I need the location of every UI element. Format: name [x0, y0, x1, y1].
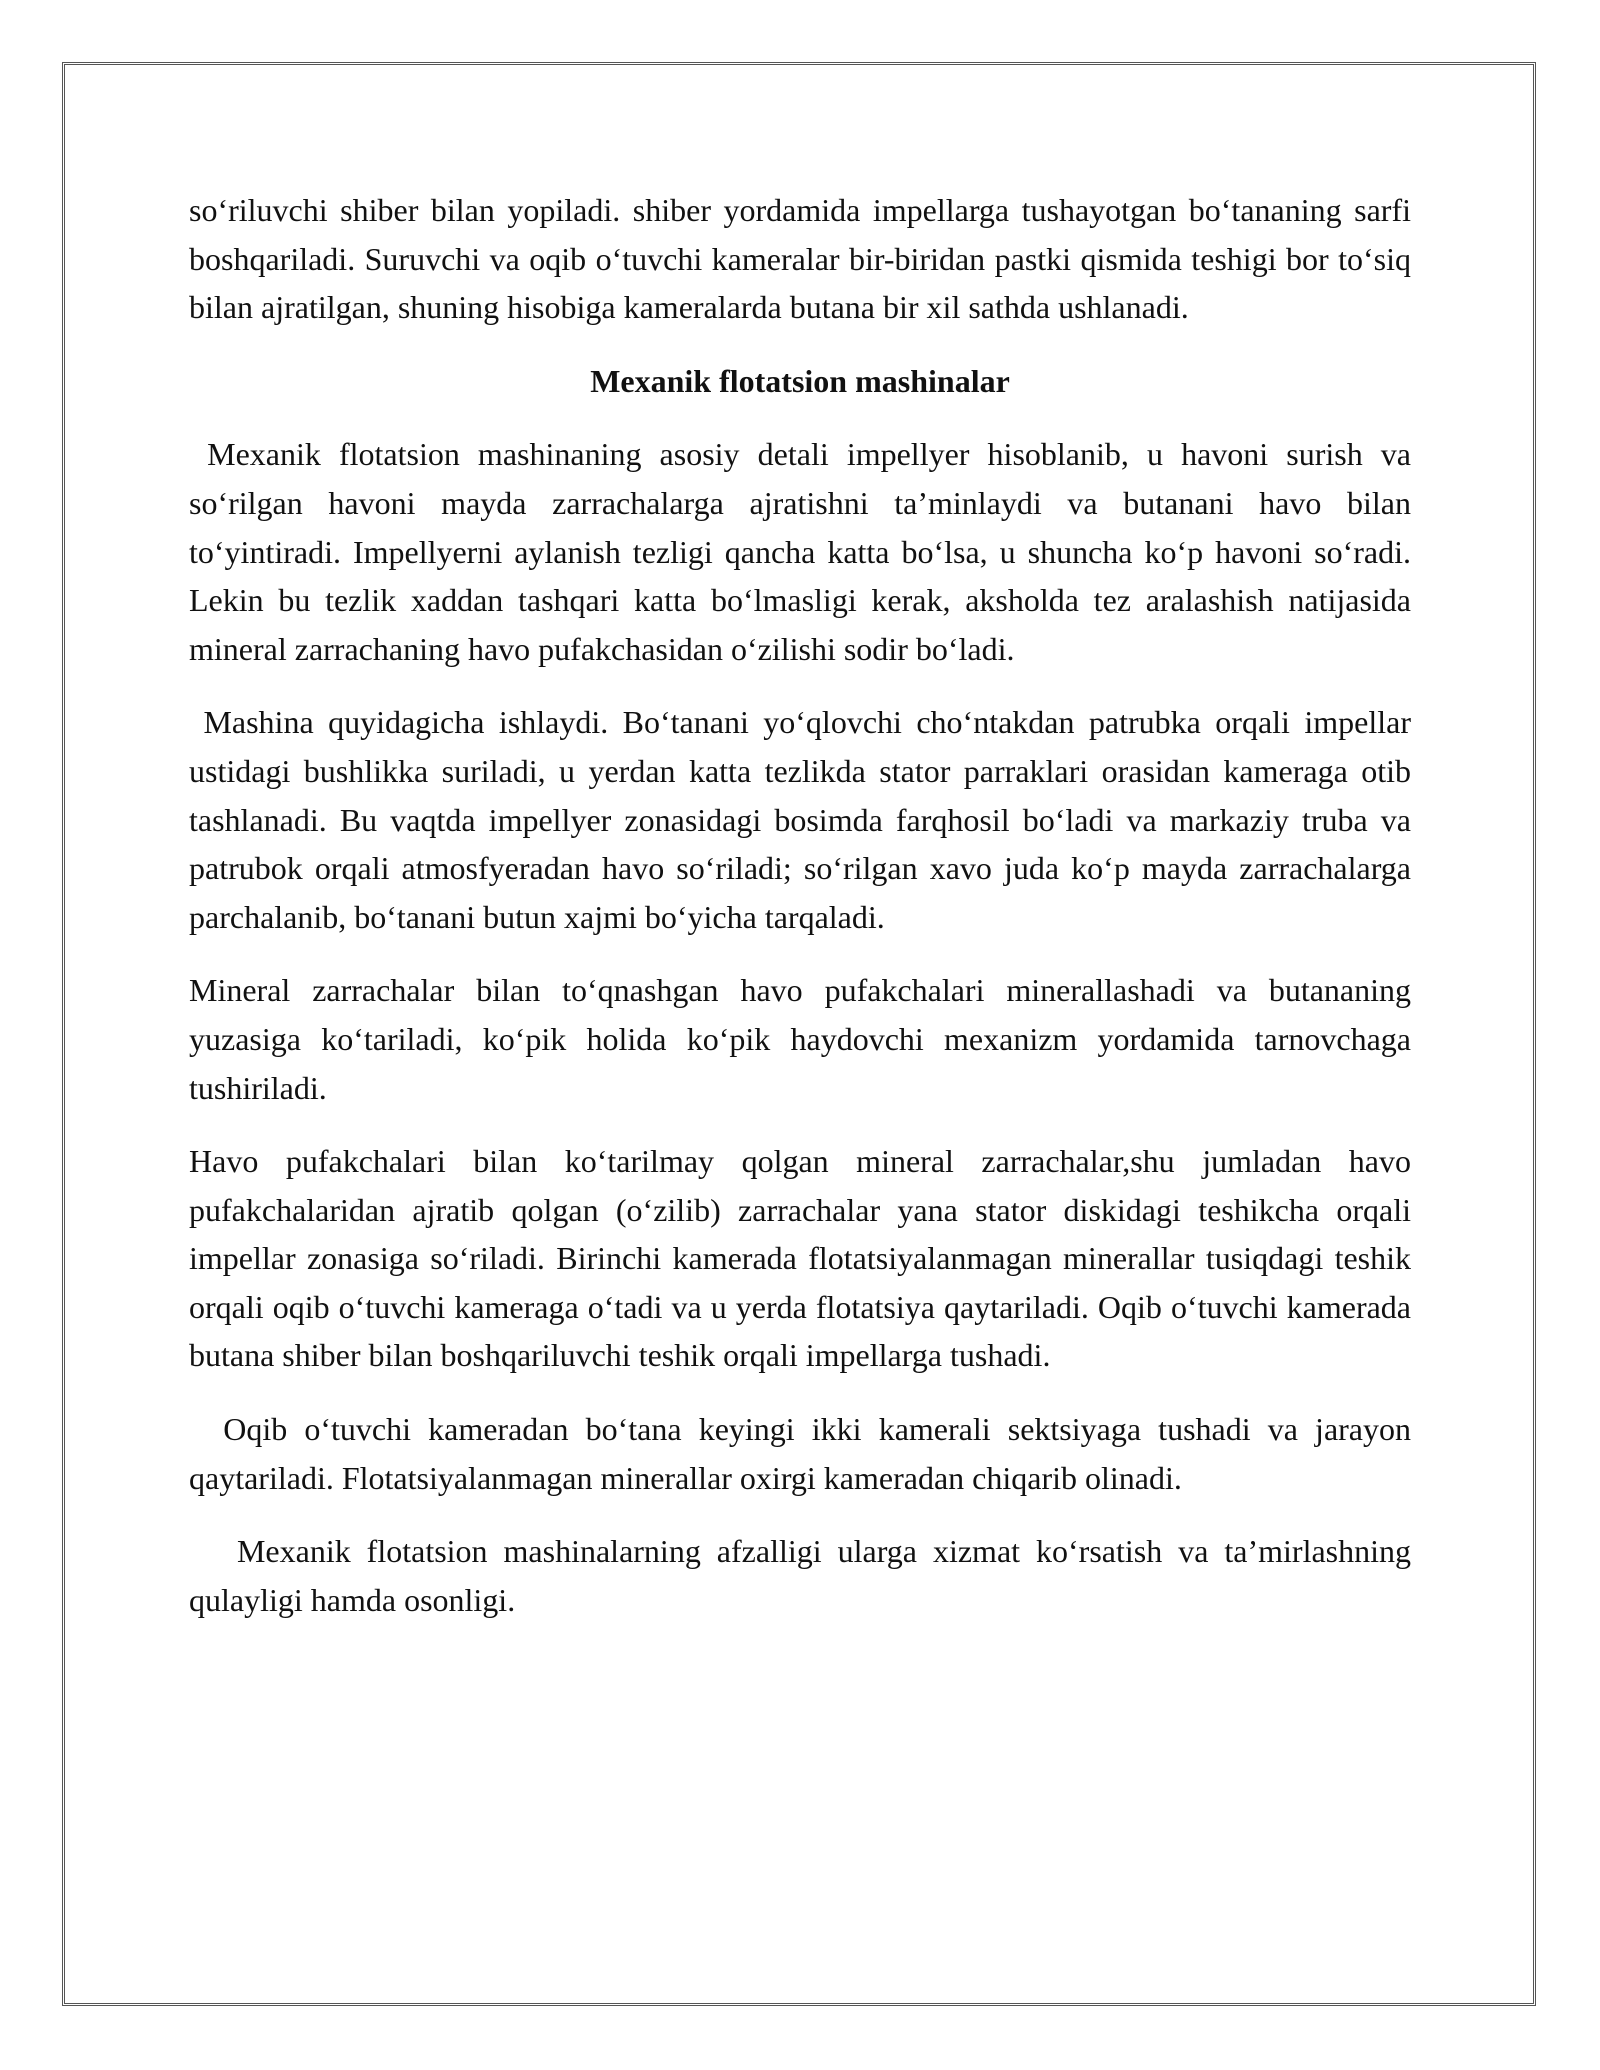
paragraph-1: Mexanik flotatsion mashinaning asosiy detali impellyer hisoblanib, u havoni surish va so‘rilgan havoni mayda zarrachalarga ajratishni ta’minlaydi va butanani havo bilan to‘yintiradi. Impellyerni aylanish tezligi qancha katta bo‘lsa, u shuncha ko‘p havoni so‘radi. Lekin bu tezlik xaddan tashqari katta bo‘lmasligi kerak, aksholda tez aralashish natijasida mineral zarrachaning havo pufakchasidan o‘zilishi sodir bo‘ladi. [189, 436, 1420, 667]
paragraph-3: Mineral zarrachalar bilan to‘qnashgan havo pufakchalari minerallashadi va butananing yuzasiga ko‘tariladi, ko‘pik holida ko‘pik haydovchi mexanizm yordamida tarnovchaga tushiriladi. [189, 972, 1411, 1106]
section-heading: Mexanik flotatsion mashinalar [590, 362, 1010, 399]
paragraph-4: Havo pufakchalari bilan ko‘tarilmay qolgan mineral zarrachalar,shu jumladan havo pufakchalaridan ajratib qolgan (o‘zilib) zarrachalar yana stator diskidagi teshikcha orqali impellar zonasiga so‘riladi. Birinchi kamerada flotatsiyalanmagan minerallar tusiqdagi teshik orqali oqib o‘tuvchi kameraga o‘tadi va u yerda flotatsiya qaytariladi. Oqib o‘tuvchi kamerada butana shiber bilan boshqariluvchi teshik orqali impellarga tushadi. [189, 1143, 1411, 1374]
paragraph-6: Mexanik flotatsion mashinalarning afzalligi ularga xizmat ko‘rsatish va ta’mirlashning qulayligi hamda osonligi. [189, 1533, 1420, 1618]
paragraph-5: Oqib o‘tuvchi kameradan bo‘tana keyingi ikki kamerali sektsiyaga tushadi va jarayon qaytariladi. Flotatsiyalanmagan minerallar oxirgi kameradan chiqarib olinadi. [189, 1411, 1420, 1496]
paragraph-continuation: so‘riluvchi shiber bilan yopiladi. shiber yordamida impellarga tushayotgan bo‘tananing sarfi boshqariladi. Suruvchi va oqib o‘tuvchi kameralar bir-biridan pastki qismida teshigi bor to‘siq bilan ajratilgan, shuning hisobiga kameralarda butana bir xil sathda ushlanadi. [189, 192, 1411, 326]
document-body [189, 186, 1420, 1649]
paragraph-2: Mashina quyidagicha ishlaydi. Bo‘tanani yo‘qlovchi cho‘ntakdan patrubka orqali impellar ustidagi bushlikka suriladi, u yerdan katta tezlikda stator parraklari orasidan kameraga otib tashlanadi. Bu vaqtda impellyer zonasidagi bosimda farqhosil bo‘ladi va markaziy truba va patrubok orqali atmosfyeradan havo so‘riladi; so‘rilgan xavo juda ko‘p mayda zarrachalarga parchalanib, bo‘tanani butun xajmi bo‘yicha tarqaladi. [189, 704, 1420, 935]
